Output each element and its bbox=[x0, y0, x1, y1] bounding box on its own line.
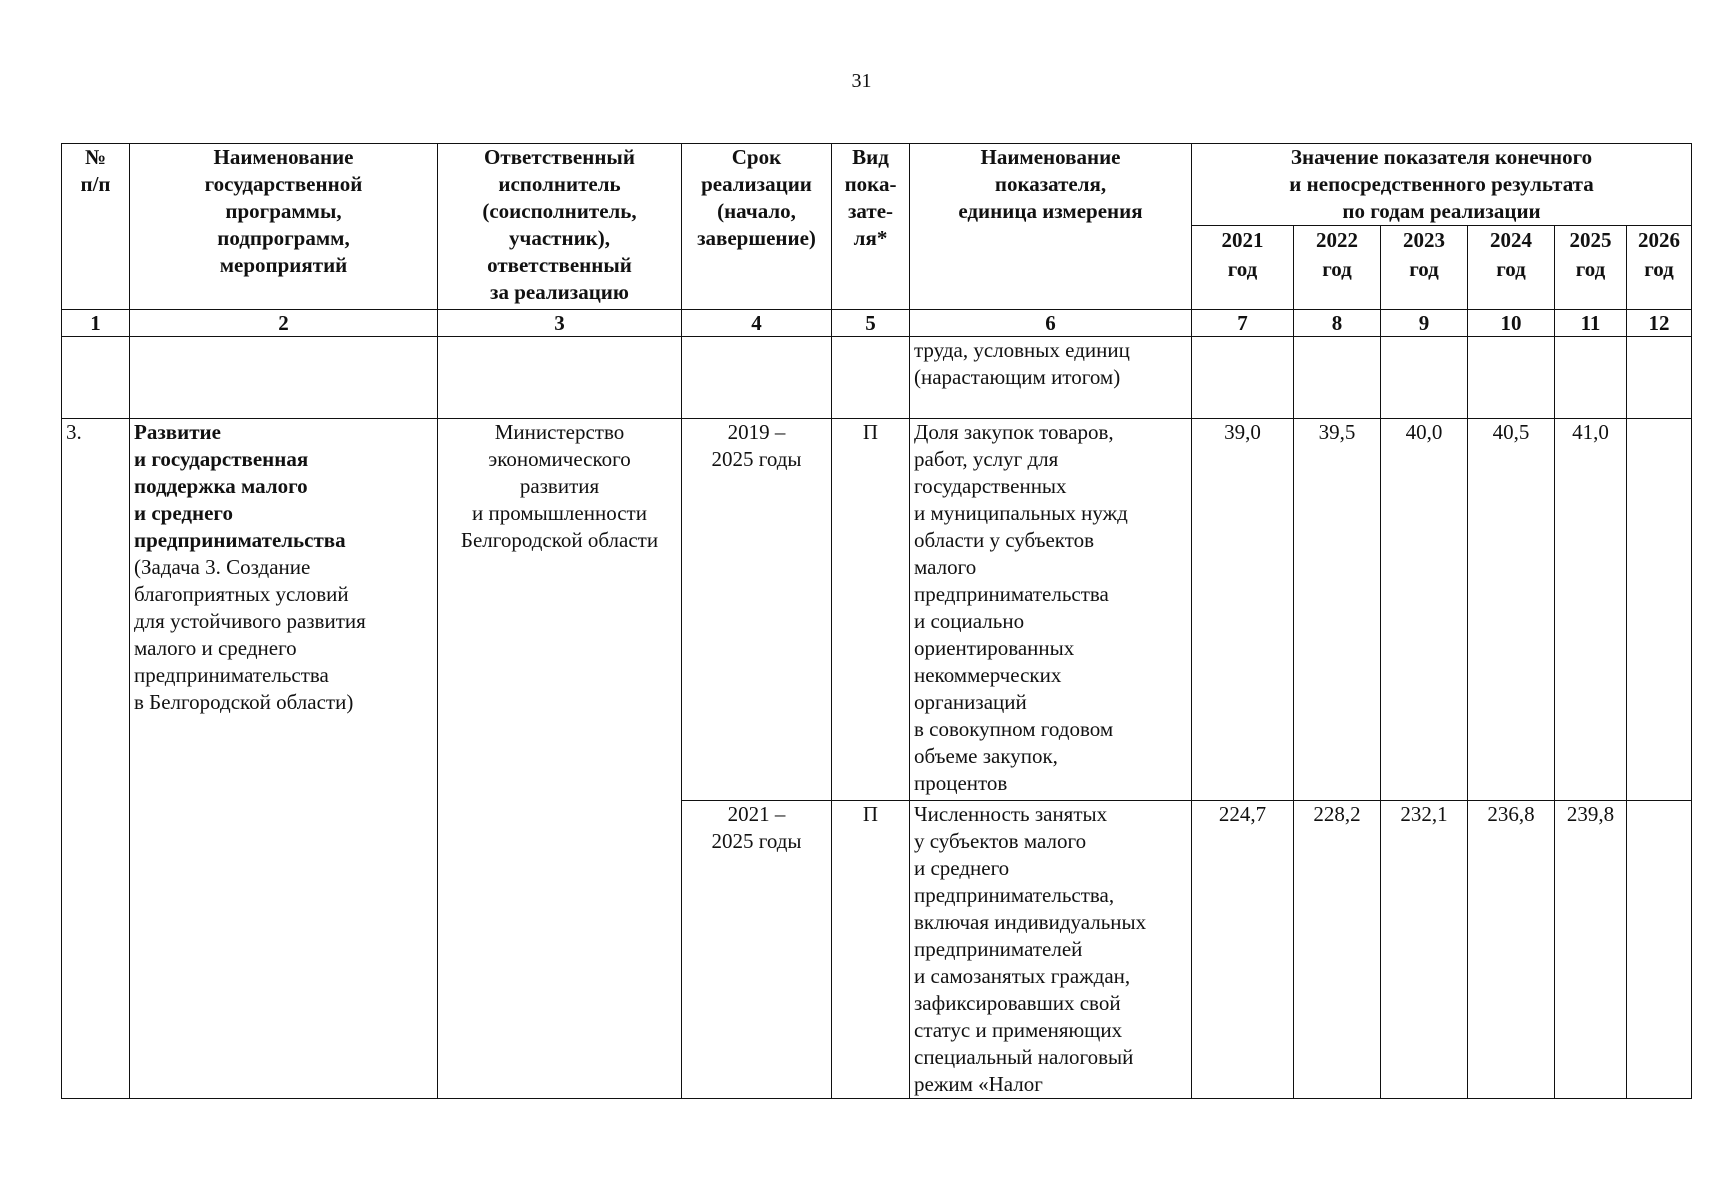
indicator-name-cell: Численность занятых у субъектов малого и среднего предпринимательства, включая индивидуальных предпринимателей и самозанятых граждан, зафиксировавших свой статус и применяющих специальный налоговый режим «Налог bbox=[910, 801, 1192, 1099]
header-year-2024: 2024 год bbox=[1468, 226, 1555, 310]
column-number: 5 bbox=[832, 310, 910, 337]
value-2024: 236,8 bbox=[1468, 801, 1555, 1099]
value-2026 bbox=[1627, 801, 1692, 1099]
value-2025: 239,8 bbox=[1555, 801, 1627, 1099]
column-number: 9 bbox=[1381, 310, 1468, 337]
header-indicator-type: Вид пока- зате- ля* bbox=[832, 144, 910, 310]
header-row bbox=[62, 144, 1692, 226]
column-number: 1 bbox=[62, 310, 130, 337]
page-number: 31 bbox=[851, 70, 872, 92]
header-indicator-name: Наименование показателя, единица измерения bbox=[910, 144, 1192, 310]
header-year-2022: 2022 год bbox=[1294, 226, 1381, 310]
header-year-2025: 2025 год bbox=[1555, 226, 1627, 310]
header-program-name: Наименование государственной программы, подпрограмм, мероприятий bbox=[130, 144, 438, 310]
value-2026 bbox=[1627, 419, 1692, 801]
value-2021: 39,0 bbox=[1192, 419, 1294, 801]
value-2022: 39,5 bbox=[1294, 419, 1381, 801]
column-number: 8 bbox=[1294, 310, 1381, 337]
column-numbers-row bbox=[62, 310, 1692, 337]
row-number-cell: 3. bbox=[62, 419, 130, 1099]
value-2021: 224,7 bbox=[1192, 801, 1294, 1099]
table-row-3-indicator-1 bbox=[62, 419, 1692, 801]
header-year-2023: 2023 год bbox=[1381, 226, 1468, 310]
column-number: 4 bbox=[682, 310, 832, 337]
column-number: 2 bbox=[130, 310, 438, 337]
indicators-table bbox=[61, 143, 1692, 1099]
header-number: № п/п bbox=[62, 144, 130, 310]
value-2023: 40,0 bbox=[1381, 419, 1468, 801]
column-number: 11 bbox=[1555, 310, 1627, 337]
indicator-name-cell: труда, условных единиц (нарастающим итогом) bbox=[910, 337, 1192, 419]
indicator-type-cell: П bbox=[832, 419, 910, 801]
column-number: 7 bbox=[1192, 310, 1294, 337]
column-number: 12 bbox=[1627, 310, 1692, 337]
header-executor: Ответственный исполнитель (соисполнитель, участник), ответственный за реализацию bbox=[438, 144, 682, 310]
value-2025: 41,0 bbox=[1555, 419, 1627, 801]
header-year-2026: 2026 год bbox=[1627, 226, 1692, 310]
indicator-type-cell: П bbox=[832, 801, 910, 1099]
program-name-cell: Развитие и государственная поддержка малого и среднего предпринимательства (Задача 3. Создание благоприятных условий для устойчивого развития малого и среднего предпринимательства в Белгородской области) bbox=[130, 419, 438, 1099]
column-number: 6 bbox=[910, 310, 1192, 337]
value-2023: 232,1 bbox=[1381, 801, 1468, 1099]
table-row-continuation bbox=[62, 337, 1692, 419]
term-cell: 2021 – 2025 годы bbox=[682, 801, 832, 1099]
term-cell: 2019 – 2025 годы bbox=[682, 419, 832, 801]
executor-cell: Министерство экономического развития и промышленности Белгородской области bbox=[438, 419, 682, 1099]
value-2022: 228,2 bbox=[1294, 801, 1381, 1099]
header-term: Срок реализации (начало, завершение) bbox=[682, 144, 832, 310]
column-number: 3 bbox=[438, 310, 682, 337]
indicator-name-cell: Доля закупок товаров, работ, услуг для государственных и муниципальных нужд области у субъектов малого предпринимательства и социально ориентированных некоммерческих организаций в совокупном годовом объеме закупок, процентов bbox=[910, 419, 1192, 801]
value-2024: 40,5 bbox=[1468, 419, 1555, 801]
header-year-2021: 2021 год bbox=[1192, 226, 1294, 310]
header-values-group: Значение показателя конечного и непосредственного результата по годам реализации bbox=[1192, 144, 1692, 226]
column-number: 10 bbox=[1468, 310, 1555, 337]
